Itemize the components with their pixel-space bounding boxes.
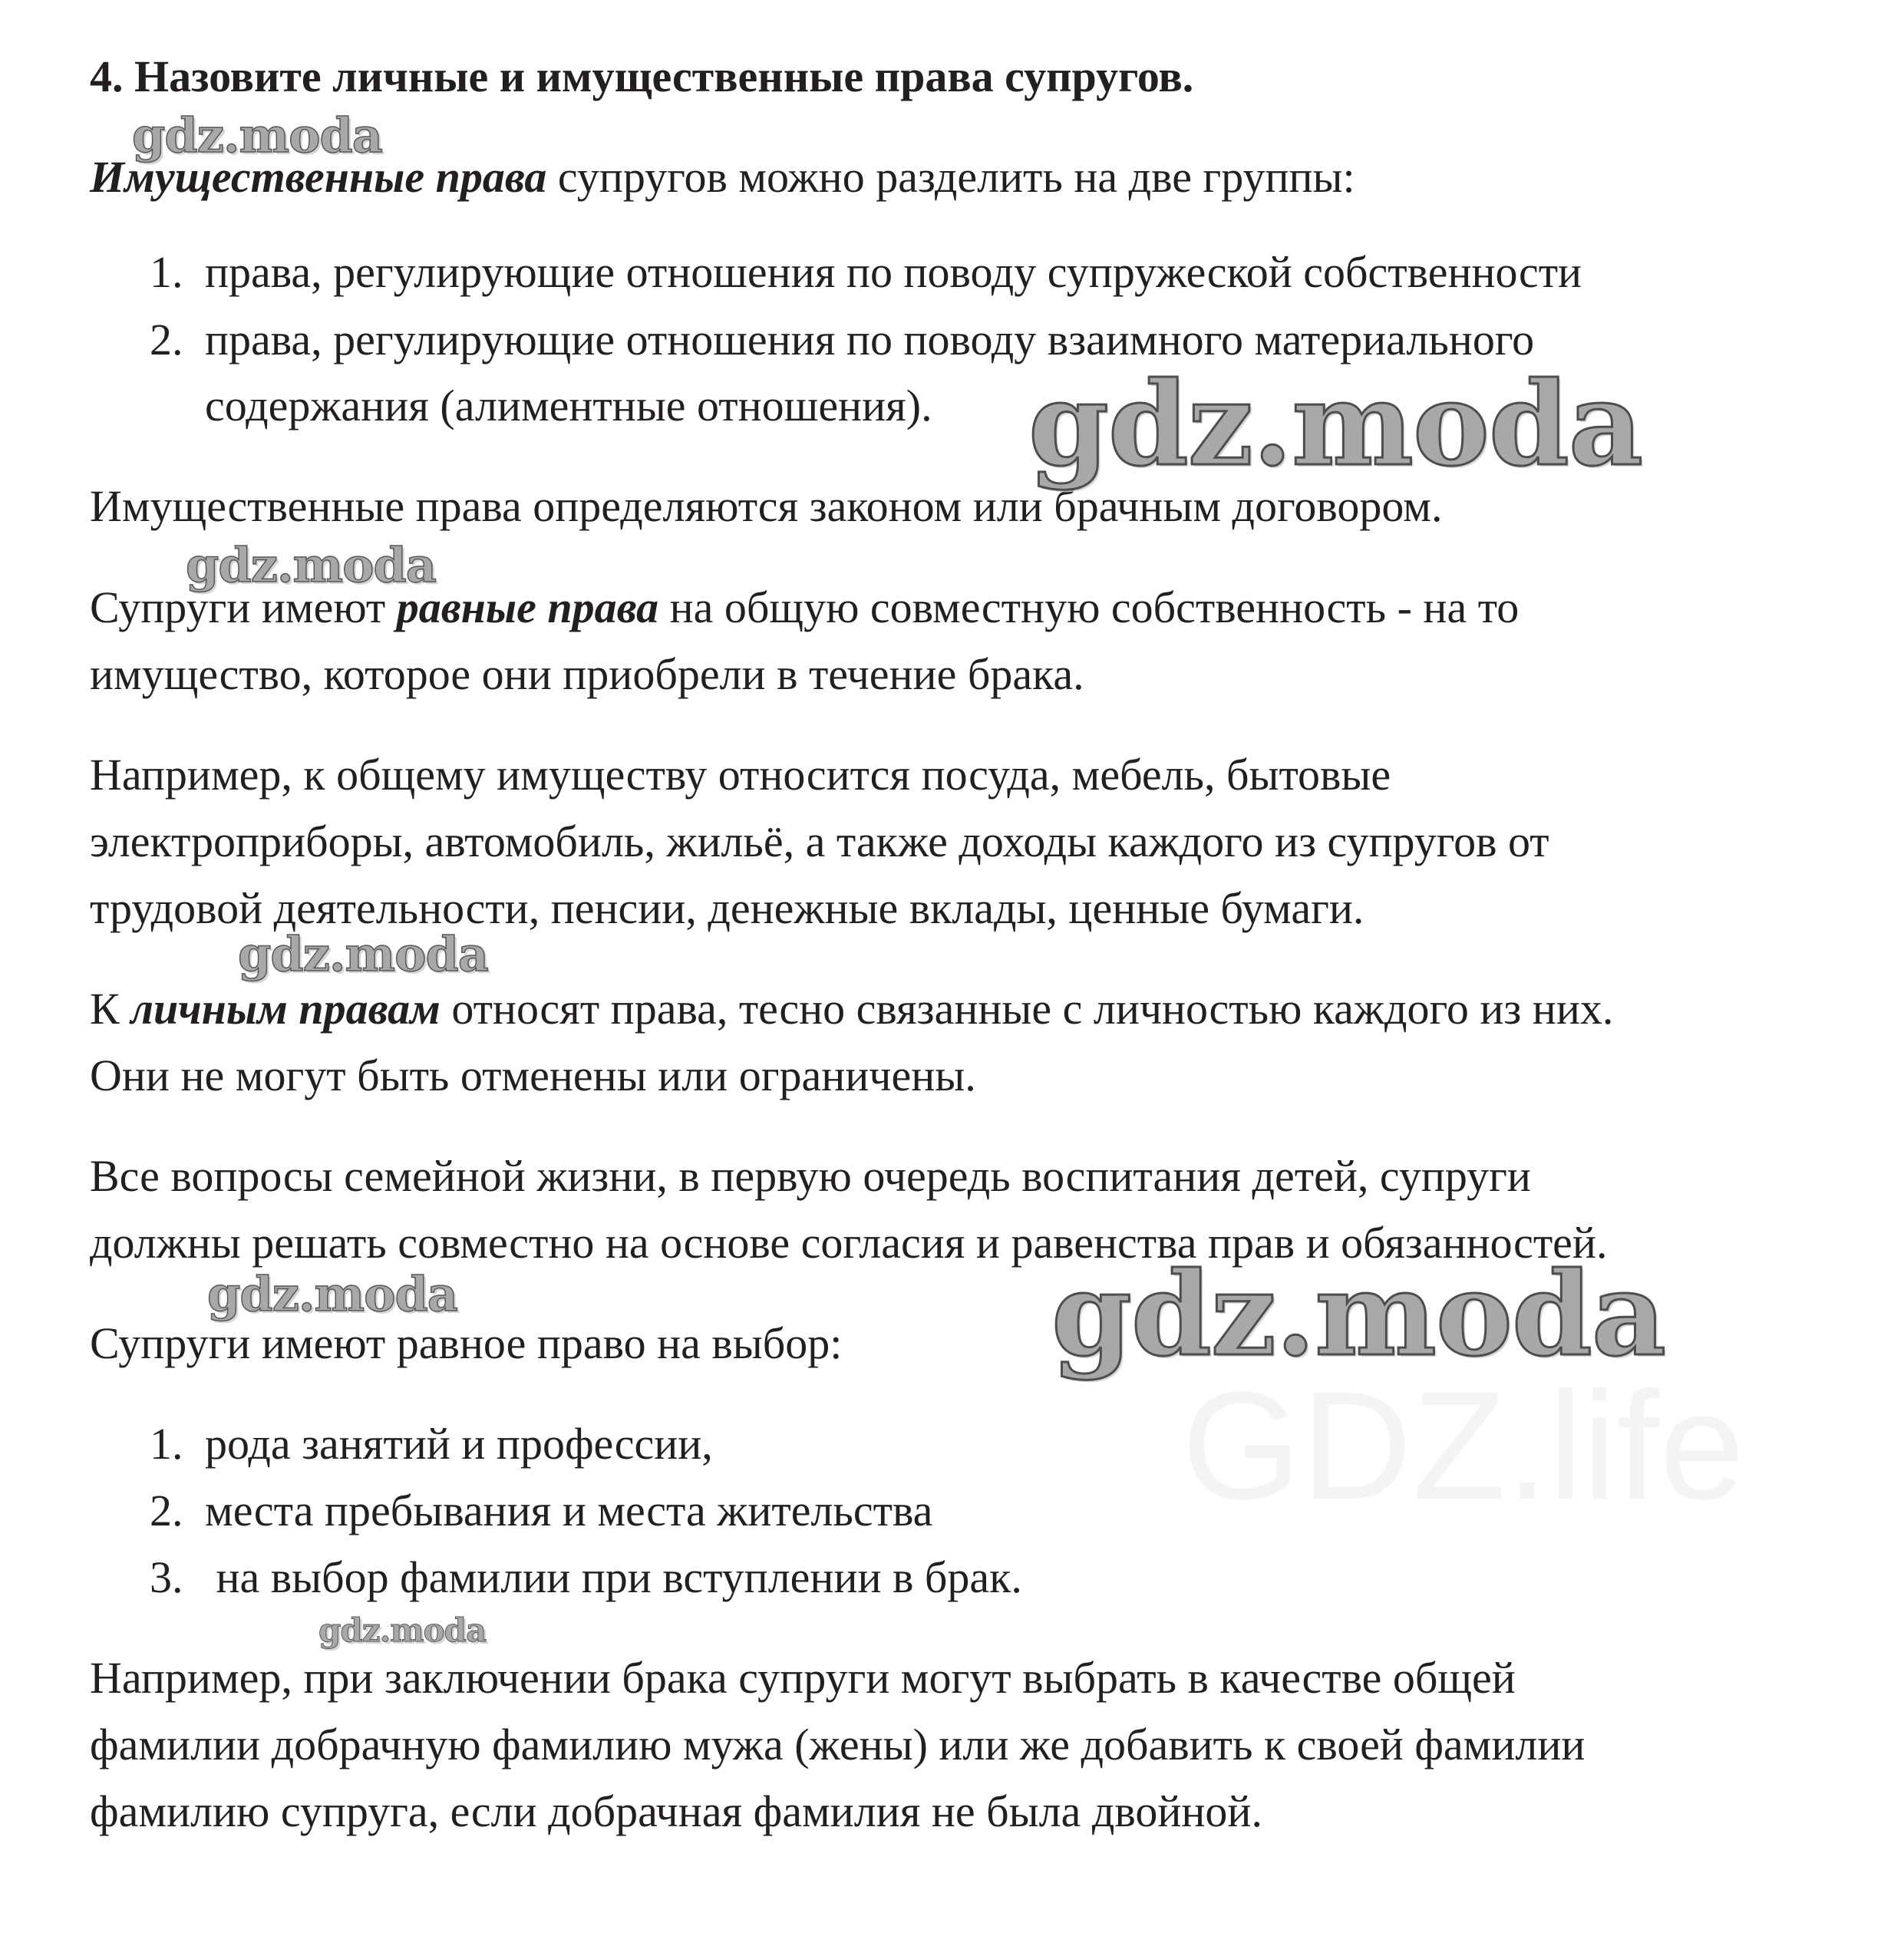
choice-intro: Супруги имеют равное право на выбор: (90, 1318, 843, 1368)
personal-rights-line1 (90, 982, 1613, 1036)
watermark-logo: gdz.moda (207, 1266, 457, 1322)
list-number: 1. (150, 247, 183, 297)
list-number: 2. (150, 1486, 183, 1535)
equal-rights-line2: имущество, которое они приобрели в течение брака. (90, 649, 1084, 699)
personal-rights-post: относят права, тесно связанные с личностью каждого из них. (440, 984, 1614, 1034)
example-surname-line1: Например, при заключении брака супруги могут выбрать в качестве общей (90, 1653, 1516, 1703)
example-property-line3: трудовой деятельности, пенсии, денежные вклады, ценные бумаги. (90, 883, 1364, 933)
property-intro-emphasis: Имущественные права (90, 152, 547, 202)
ghost-watermark: GDZ.life (1182, 1360, 1745, 1532)
watermark-logo: gdz.moda (1051, 1247, 1666, 1382)
example-surname-line2: фамилии добрачную фамилию мужа (жены) или же добавить к своей фамилии (90, 1720, 1586, 1769)
choice-1 (150, 1417, 713, 1471)
example-property-line2: электроприборы, автомобиль, жильё, а также доходы каждого из супругов от (90, 816, 1549, 866)
property-group-2-cont: содержания (алиментные отношения). (205, 381, 932, 430)
list-text: на выбор фамилии при вступлении в брак. (205, 1552, 1022, 1602)
list-number: 2. (150, 315, 183, 364)
list-text: права, регулирующие отношения по поводу взаимного материального (205, 315, 1535, 364)
list-text: права, регулирующие отношения по поводу супружеской собственности (205, 247, 1582, 297)
property-group-1 (150, 246, 1582, 299)
equal-rights-pre: Супруги имеют (90, 582, 397, 632)
personal-rights-line2: Они не могут быть отменены или ограничены. (90, 1050, 976, 1100)
family-questions-line1: Все вопросы семейной жизни, в первую очередь воспитания детей, супруги (90, 1151, 1531, 1201)
equal-rights-emphasis: равные права (396, 582, 659, 632)
watermark-logo: gdz.moda (186, 537, 436, 593)
equal-rights-post: на общую совместную собственность - на то (658, 582, 1520, 632)
watermark-logo: gdz.moda (1028, 357, 1643, 492)
example-property-line1: Например, к общему имуществу относится посуда, мебель, бытовые (90, 750, 1391, 800)
watermark-logo: gdz.moda (238, 926, 488, 982)
example-surname-line3: фамилию супруга, если добрачная фамилия не была двойной. (90, 1786, 1262, 1836)
list-text: места пребывания и места жительства (205, 1486, 933, 1535)
list-number: 3. (150, 1552, 183, 1602)
choice-2 (150, 1484, 932, 1538)
personal-rights-pre: К (90, 984, 131, 1034)
choice-3 (150, 1551, 1022, 1605)
list-number: 1. (150, 1419, 183, 1469)
personal-rights-emphasis: личным правам (130, 984, 441, 1034)
question-title: 4. Назовите личные и имущественные права супругов. (90, 51, 1194, 101)
property-source: Имущественные права определяются законом или брачным договором. (90, 481, 1443, 531)
property-intro-rest: супругов можно разделить на две группы: (546, 152, 1355, 202)
family-questions-line2: должны решать совместно на основе согласия и равенства прав и обязанностей. (90, 1218, 1608, 1268)
watermark-logo: gdz.moda (132, 107, 382, 163)
list-text: рода занятий и профессии, (205, 1419, 713, 1469)
watermark-logo: gdz.moda (318, 1611, 487, 1649)
